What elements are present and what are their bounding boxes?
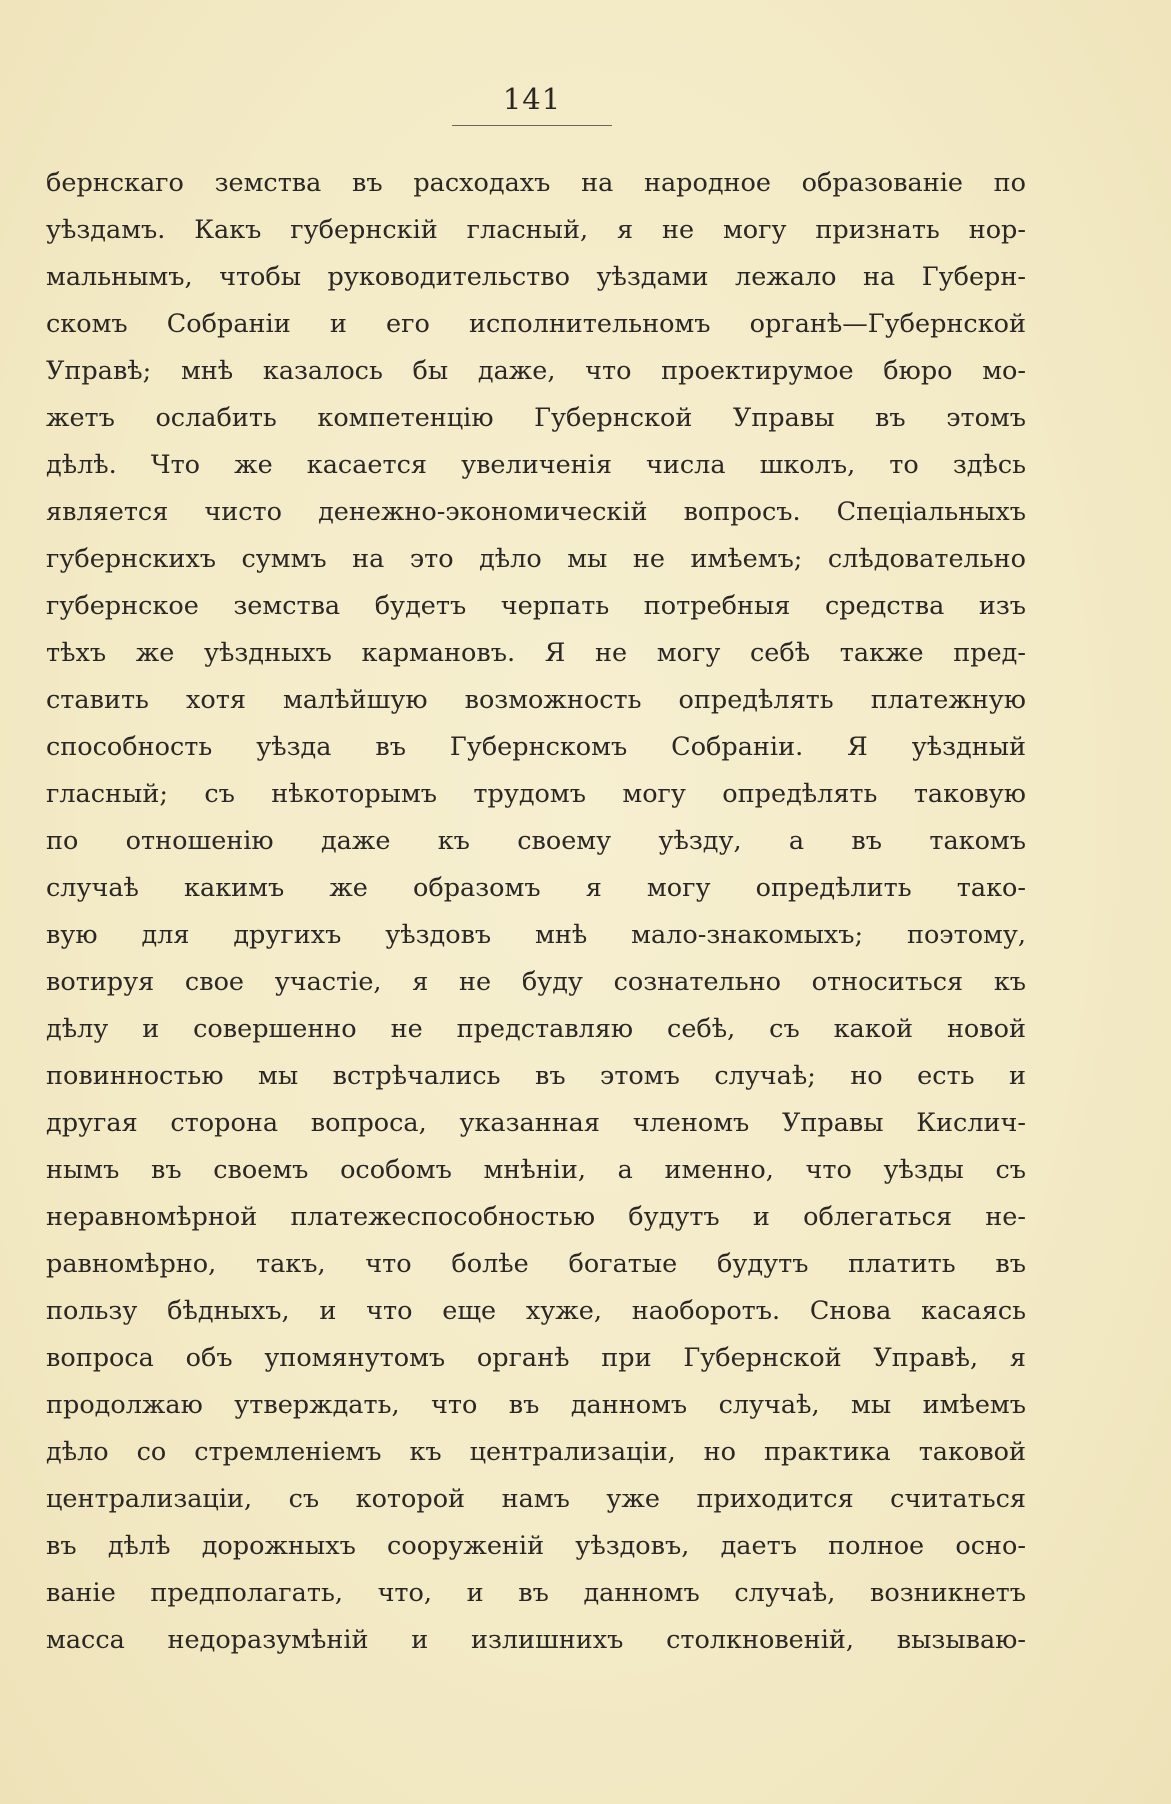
text-line: губернское земства будетъ черпать потребныя средства изъ xyxy=(46,591,1026,621)
text-line: пользу бѣдныхъ, и что еще хуже, наоборотъ. Снова касаясь xyxy=(46,1296,1026,1326)
text-line: ставить хотя малѣйшую возможность опредѣлять платежную xyxy=(46,685,1026,715)
text-line: тѣхъ же уѣздныхъ кармановъ. Я не могу себѣ также пред- xyxy=(46,638,1026,668)
text-line: нымъ въ своемъ особомъ мнѣніи, а именно, что уѣзды съ xyxy=(46,1155,1026,1185)
text-line: другая сторона вопроса, указанная членомъ Управы Кислич- xyxy=(46,1108,1026,1138)
text-line: вотируя свое участіе, я не буду сознательно относиться къ xyxy=(46,967,1026,997)
text-line: вую для другихъ уѣздовъ мнѣ мало-знакомыхъ; поэтому, xyxy=(46,920,1026,950)
text-line: скомъ Собраніи и его исполнительномъ органѣ—Губернской xyxy=(46,309,1026,339)
page-number-rule xyxy=(452,125,612,126)
text-line: гласный; съ нѣкоторымъ трудомъ могу опредѣлять таковую xyxy=(46,779,1026,809)
text-line: масса недоразумѣній и излишнихъ столкновеній, вызываю- xyxy=(46,1625,1026,1655)
text-line: равномѣрно, такъ, что болѣе богатые будутъ платить въ xyxy=(46,1249,1026,1279)
text-line: дѣлу и совершенно не представляю себѣ, съ какой новой xyxy=(46,1014,1026,1044)
text-line: уѣздамъ. Какъ губернскій гласный, я не могу признать нор- xyxy=(46,215,1026,245)
text-line: Управѣ; мнѣ казалось бы даже, что проектирумое бюро мо- xyxy=(46,356,1026,386)
text-line: централизаціи, съ которой намъ уже приходится считаться xyxy=(46,1484,1026,1514)
text-line: случаѣ какимъ же образомъ я могу опредѣлить тако- xyxy=(46,873,1026,903)
text-line: дѣлѣ. Что же касается увеличенія числа школъ, то здѣсь xyxy=(46,450,1026,480)
body-text xyxy=(46,160,1026,1664)
text-line: въ дѣлѣ дорожныхъ сооруженій уѣздовъ, даетъ полное осно- xyxy=(46,1531,1026,1561)
text-line: губернскихъ суммъ на это дѣло мы не имѣемъ; слѣдовательно xyxy=(46,544,1026,574)
text-line: является чисто денежно-экономическій вопросъ. Спеціальныхъ xyxy=(46,497,1026,527)
text-line: продолжаю утверждать, что въ данномъ случаѣ, мы имѣемъ xyxy=(46,1390,1026,1420)
text-line: вопроса объ упомянутомъ органѣ при Губернской Управѣ, я xyxy=(46,1343,1026,1373)
text-line: ваніе предполагать, что, и въ данномъ случаѣ, возникнетъ xyxy=(46,1578,1026,1608)
text-line: повинностью мы встрѣчались въ этомъ случаѣ; но есть и xyxy=(46,1061,1026,1091)
text-line: мальнымъ, чтобы руководительство уѣздами лежало на Губерн- xyxy=(46,262,1026,292)
text-line: по отношенію даже къ своему уѣзду, а въ такомъ xyxy=(46,826,1026,856)
page-number: 141 xyxy=(502,82,562,116)
text-line: жетъ ослабить компетенцію Губернской Управы въ этомъ xyxy=(46,403,1026,433)
text-line: бернскаго земства въ расходахъ на народное образованіе по xyxy=(46,168,1026,198)
text-line: дѣло со стремленіемъ къ централизаціи, но практика таковой xyxy=(46,1437,1026,1467)
text-line: неравномѣрной платежеспособностью будутъ и облегаться не- xyxy=(46,1202,1026,1232)
text-line: способность уѣзда въ Губернскомъ Собраніи. Я уѣздный xyxy=(46,732,1026,762)
